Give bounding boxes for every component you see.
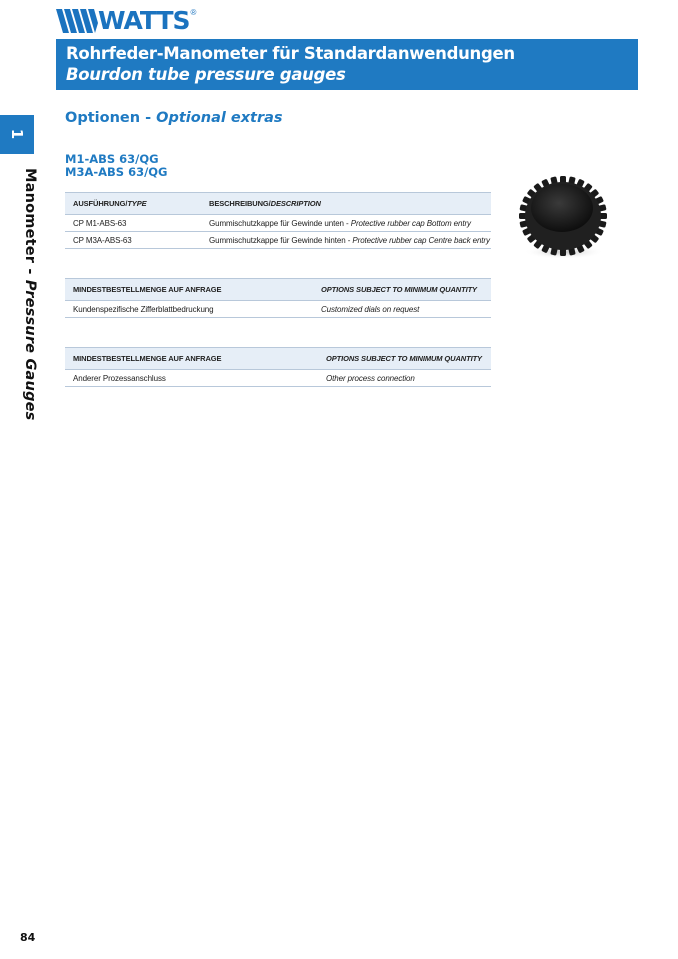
rubber-cap-image xyxy=(518,172,608,262)
section-title-german: Optionen - xyxy=(65,110,157,126)
header-desc-english: DESCRIPTION xyxy=(270,199,321,208)
table-header-row xyxy=(65,348,491,370)
description-german: Gummischutzkappe für Gewinde hinten - xyxy=(209,235,353,245)
header-type-german: AUSFÜHRUNG/ xyxy=(73,199,128,208)
chapter-label-english: Pressure Gauges xyxy=(22,279,38,421)
table-row xyxy=(65,301,491,318)
header-english: OPTIONS SUBJECT TO MINIMUM QUANTITY xyxy=(313,279,491,301)
description-english: Protective rubber cap Centre back entry xyxy=(352,235,490,245)
section-title xyxy=(65,110,283,126)
description-cell xyxy=(201,232,491,249)
minimum-quantity-table xyxy=(65,278,491,318)
description-german: Gummischutzkappe für Gewinde unten - xyxy=(209,218,351,228)
title-banner xyxy=(56,39,638,90)
table-row xyxy=(65,370,491,387)
model-name: M3A-ABS 63/QG xyxy=(65,165,168,179)
section-title-english: Optional extras xyxy=(156,110,283,126)
option-english: Other process connection xyxy=(318,370,491,387)
brand-name: WATTS xyxy=(98,6,190,35)
chapter-label xyxy=(10,168,38,428)
header-type-english: TYPE xyxy=(127,199,147,208)
header-german: MINDESTBESTELLMENGE AUF ANFRAGE xyxy=(65,348,318,370)
description-english: Protective rubber cap Bottom entry xyxy=(350,218,471,228)
option-german: Anderer Prozessanschluss xyxy=(65,370,318,387)
column-header-description xyxy=(201,193,491,215)
option-german: Kundenspezifische Zifferblattbedruckung xyxy=(65,301,313,318)
type-cell: CP M1-ABS-63 xyxy=(65,215,201,232)
table-header-row xyxy=(65,193,491,215)
banner-title-german: Rohrfeder-Manometer für Standardanwendungen xyxy=(66,44,515,63)
column-header-type xyxy=(65,193,201,215)
table-header-row xyxy=(65,279,491,301)
model-name: M1-ABS 63/QG xyxy=(65,152,159,166)
table-row xyxy=(65,232,491,249)
watts-logo xyxy=(56,6,197,35)
registered-mark: ® xyxy=(190,7,197,17)
chapter-tab xyxy=(0,115,34,154)
header-desc-german: BESCHREIBUNG/ xyxy=(209,199,271,208)
options-table xyxy=(65,192,491,249)
description-cell xyxy=(201,215,491,232)
header-german: MINDESTBESTELLMENGE AUF ANFRAGE xyxy=(65,279,313,301)
chapter-number: 1 xyxy=(8,128,26,140)
banner-title-english: Bourdon tube pressure gauges xyxy=(66,65,346,84)
page-number: 84 xyxy=(20,931,36,944)
type-cell: CP M3A-ABS-63 xyxy=(65,232,201,249)
option-english: Customized dials on request xyxy=(313,301,491,318)
header-english: OPTIONS SUBJECT TO MINIMUM QUANTITY xyxy=(318,348,491,370)
minimum-quantity-table xyxy=(65,347,491,387)
chapter-label-german: Manometer - xyxy=(22,168,38,280)
watts-logo-mark-icon xyxy=(56,9,98,33)
table-row xyxy=(65,215,491,232)
